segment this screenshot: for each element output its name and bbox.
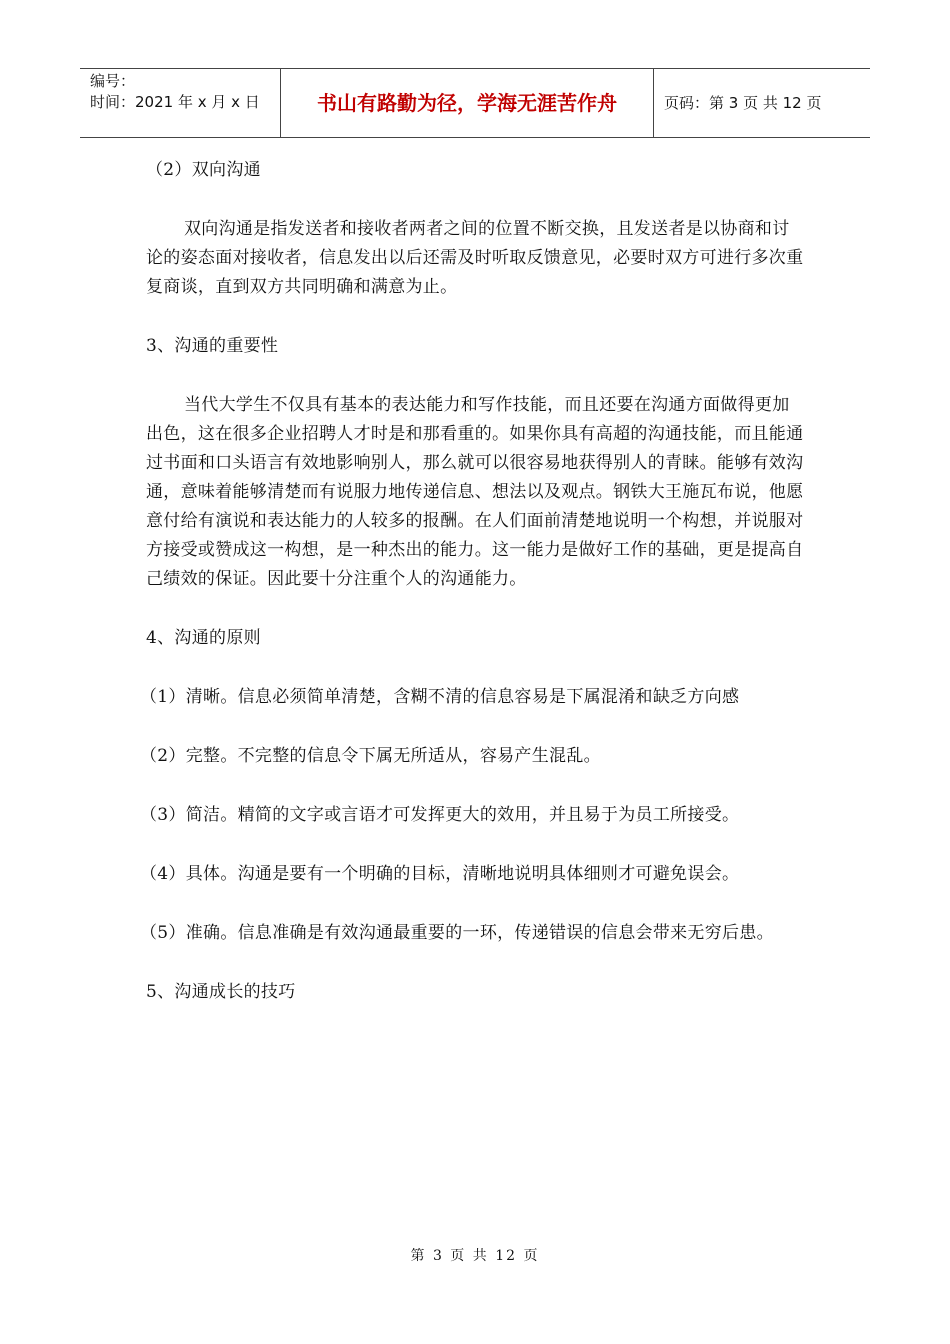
body-paragraph: 双向沟通是指发送者和接收者两者之间的位置不断交换，且发送者是以协商和讨论的姿态面对接收者，信息发出以后还需及时听取反馈意见，必要时双方可进行多次重复商谈，直到双方共同明确和满意为止。 bbox=[146, 219, 804, 297]
principle-item: （3）简洁。精简的文字或言语才可发挥更大的效用，并且易于为员工所接受。 bbox=[140, 805, 740, 825]
header-meta bbox=[80, 69, 281, 137]
page-footer: 第 3 页 共 12 页 bbox=[410, 1248, 540, 1264]
principle-item: （5）准确。信息准确是有效沟通最重要的一环，传递错误的信息会带来无穷后患。 bbox=[140, 923, 774, 943]
section-heading: 5、沟通成长的技巧 bbox=[146, 982, 296, 1002]
document-time-label: 时间：2021 年 x 月 x 日 bbox=[90, 93, 260, 111]
principle-item: （2）完整。不完整的信息令下属无所适从，容易产生混乱。 bbox=[140, 746, 601, 766]
principle-item: （4）具体。沟通是要有一个明确的目标，清晰地说明具体细则才可避免误会。 bbox=[140, 864, 740, 884]
header-page-info: 页码：第 3 页 共 12 页 bbox=[664, 94, 822, 112]
document-body bbox=[140, 150, 806, 1007]
page-header bbox=[80, 68, 870, 138]
subsection-heading: （2）双向沟通 bbox=[146, 160, 261, 180]
header-motto: 书山有路勤为径，学海无涯苦作舟 bbox=[281, 69, 654, 137]
document-number-label: 编号： bbox=[90, 72, 136, 90]
principle-item: （1）清晰。信息必须简单清楚，含糊不清的信息容易是下属混淆和缺乏方向感 bbox=[140, 687, 740, 707]
section-heading: 4、沟通的原则 bbox=[146, 628, 261, 648]
body-paragraph: 当代大学生不仅具有基本的表达能力和写作技能，而且还要在沟通方面做得更加出色，这在很多企业招聘人才时是和那看重的。如果你具有高超的沟通技能，而且能通过书面和口头语言有效地影响别人，那么就可以很容易地获得别人的青睐。能够有效沟通，意味着能够清楚而有说服力地传递信息、想法以及观点。钢铁大王施瓦布说，他愿意付给有演说和表达能力的人较多的报酬。在人们面前清楚地说明一个构想，并说服对方接受或赞成这一构想，是一种杰出的能力。这一能力是做好工作的基础，更是提高自己绩效的保证。因此要十分注重个人的沟通能力。 bbox=[146, 395, 804, 589]
section-heading: 3、沟通的重要性 bbox=[146, 336, 279, 356]
